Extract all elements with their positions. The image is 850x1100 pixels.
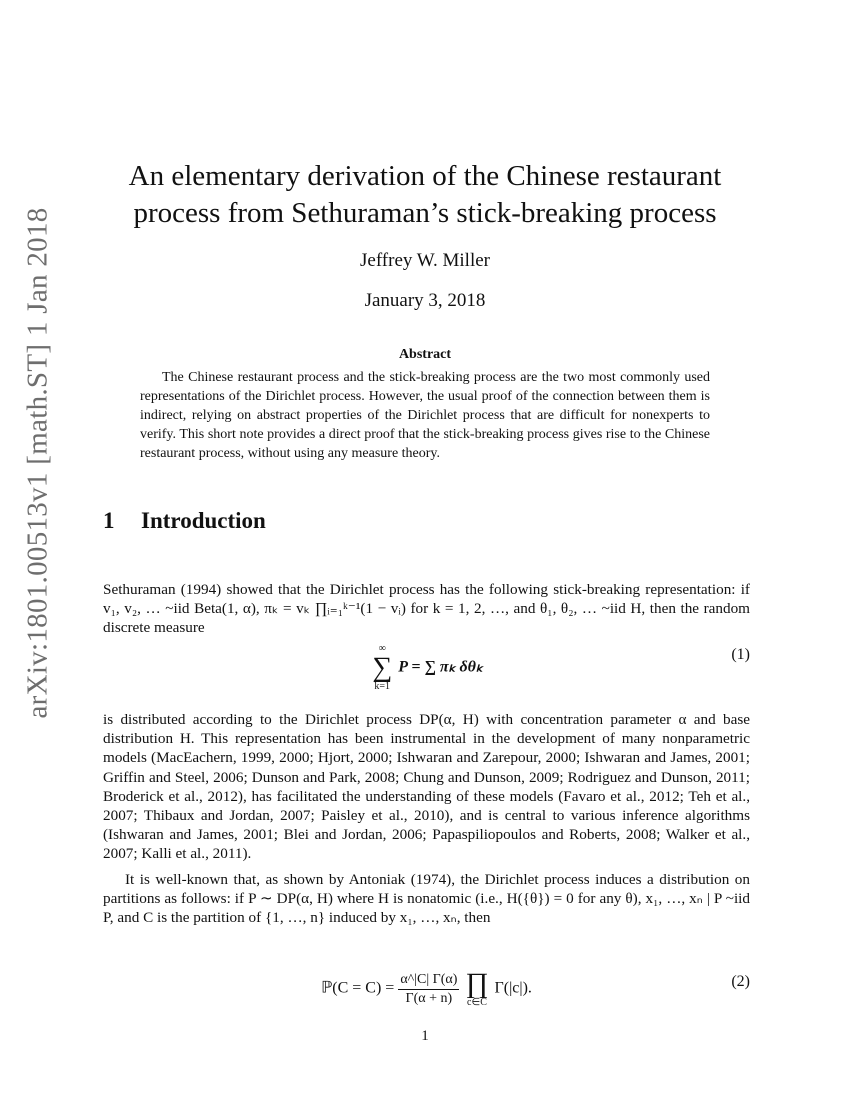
paper-author: Jeffrey W. Miller: [360, 250, 490, 271]
equation-1-expression: P = ∑ πₖ δθₖ: [398, 658, 483, 676]
equation-2-numerator: α^|C| Γ(α): [398, 972, 459, 990]
equation-2-fraction: [398, 972, 459, 1007]
paper-title-line-1: An elementary derivation of the Chinese restaurant: [128, 160, 722, 192]
intro-paragraph-1: Sethuraman (1994) showed that the Dirichlet process has the following stick-breaking representation: if v₁, v₂, … ~iid Beta(1, α), πₖ = vₖ ∏ᵢ₌₁ᵏ⁻¹(1 − vᵢ) for k = 1, 2, …, and θ₁, θ₂, … ~iid H, then the random discrete measure: [103, 581, 750, 637]
sum-upper-limit: ∞: [378, 643, 386, 654]
equation-2-rhs: Γ(|c|).: [494, 979, 532, 997]
equation-2-lhs: ℙ(C = C) =: [321, 979, 395, 997]
section-heading-introduction: [103, 508, 266, 534]
product-symbol: ∏ c∈C: [465, 968, 489, 1008]
abstract-text: The Chinese restaurant process and the stick-breaking process are the two most commonly used representations of the Dirichlet process. However, the usual proof of the connection between them is indirect, relying on abstract properties of the Dirichlet process that are difficult for nonexperts to verify. This short note provides a direct proof that the stick-breaking process gives rise to the Chinese restaurant process, without using any measure theory.: [140, 370, 710, 461]
paper-title: [100, 158, 750, 232]
page-number: 1: [421, 1028, 429, 1044]
equation-2: [103, 960, 750, 1016]
product-lower-limit: c∈C: [467, 997, 487, 1008]
equation-1-body: [103, 644, 750, 692]
intro-paragraph-3: It is well-known that, as shown by Antoniak (1974), the Dirichlet process induces a distribution on partitions as follows: if P ∼ DP(α, H) where H is nonatomic (i.e., H({θ}) = 0 for any θ), x₁, …, xₙ | P ~iid P, and C is the partition of {1, …, n} induced by x₁, …, xₙ, then: [103, 871, 750, 927]
equation-2-body: [103, 970, 750, 1008]
section-number: 1: [103, 508, 115, 533]
equation-2-number: (2): [731, 973, 750, 990]
paper-title-line-2: process from Sethuraman’s stick-breaking process: [133, 197, 717, 229]
section-title: Introduction: [141, 508, 266, 533]
arxiv-identifier-text: arXiv:1801.00513v1 [math.ST] 1 Jan 2018: [21, 207, 54, 719]
intro-paragraph-2: is distributed according to the Dirichlet process DP(α, H) with concentration parameter α and base distribution H. This representation has been instrumental in the development of many nonparametric models (MacEachern, 1999, 2000; Hjort, 2000; Ishwaran and Zarepour, 2000; Ishwaran and James, 2001; Griffin and Steel, 2006; Dunson and Park, 2008; Chung and Dunson, 2009; Rodriguez and Dunson, 2011; Broderick et al., 2012), has facilitated the understanding of these models (Favaro et al., 2012; Teh et al., 2007; Thibaux and Jordan, 2007; Paisley et al., 2010), and is central to various inference algorithms (Ishwaran and James, 2001; Blei and Jordan, 2006; Papaspiliopoulos and Roberts, 2008; Walker et al., 2007; Kalli et al., 2011).: [103, 711, 750, 863]
abstract-heading: Abstract: [398, 347, 452, 362]
equation-2-denominator: Γ(α + n): [405, 990, 453, 1006]
paper-date: January 3, 2018: [364, 290, 486, 311]
equation-1: [103, 628, 750, 692]
summation-symbol: ∞ ∑ k=1: [372, 643, 393, 692]
sum-lower-limit: k=1: [374, 681, 391, 692]
equation-1-number: (1): [731, 646, 750, 663]
